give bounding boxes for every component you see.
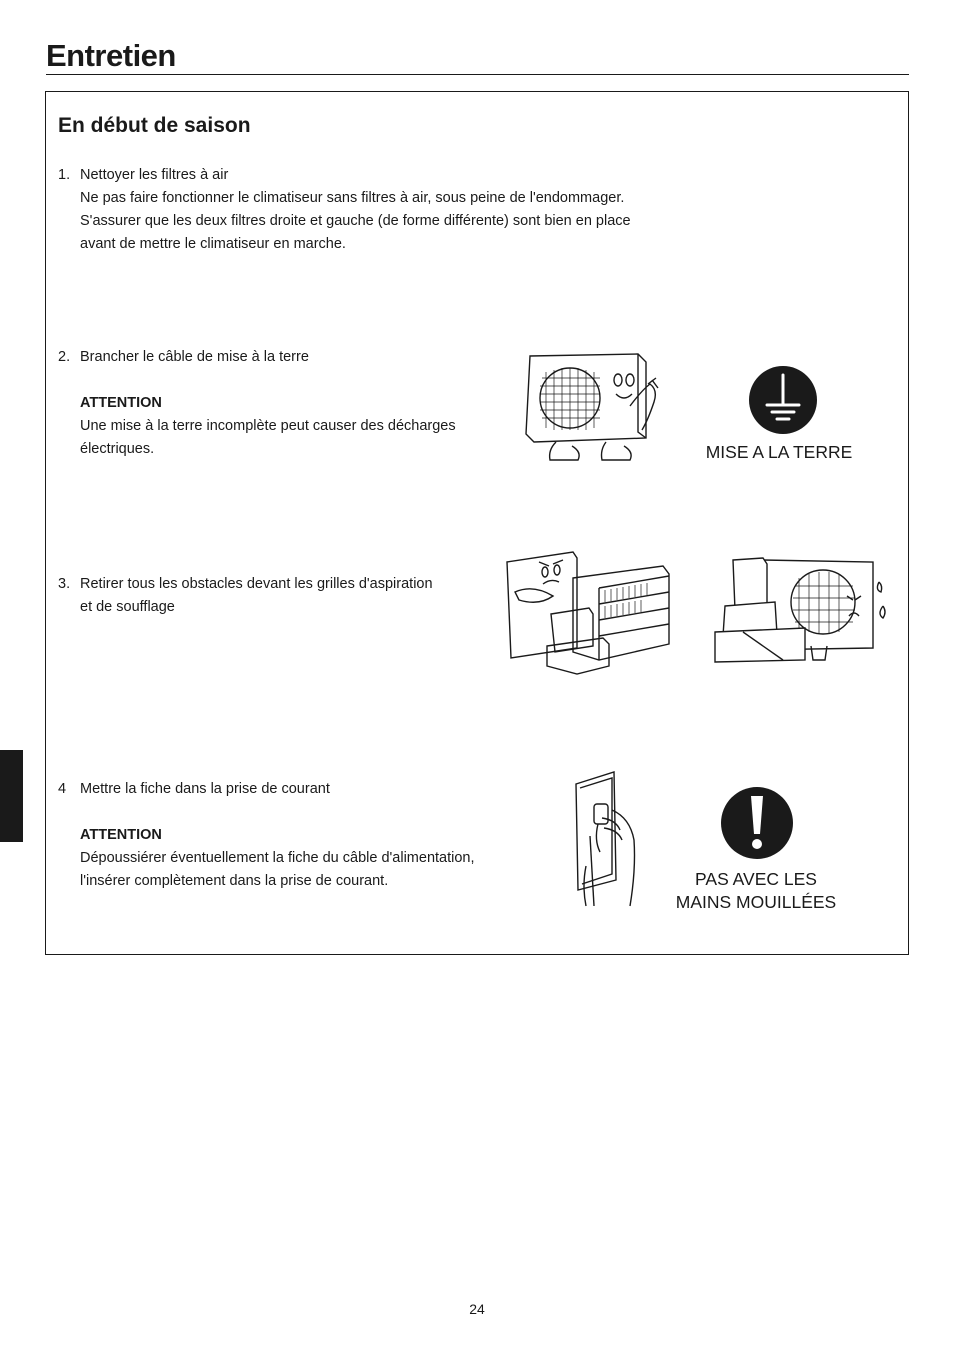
step-text-line: Retirer tous les obstacles devant les grilles d'aspiration	[80, 576, 433, 592]
ac-unit-blocked-by-boxes-illustration	[713, 556, 893, 666]
step-text-line: Ne pas faire fonctionner le climatiseur sans filtres à air, sous peine de l'endommager.	[80, 190, 625, 206]
ac-unit-ground-wire-illustration	[520, 350, 660, 468]
step-text-line: avant de mettre le climatiseur en marche.	[80, 236, 346, 252]
wet-hands-caption	[660, 868, 852, 914]
ground-symbol-icon	[748, 365, 818, 435]
exclamation-icon	[720, 786, 794, 860]
step-number: 4	[58, 781, 67, 797]
section-title: En début de saison	[58, 114, 251, 137]
hand-inserting-plug-illustration	[572, 770, 642, 906]
title-rule	[46, 74, 909, 75]
step-number: 3.	[58, 576, 71, 592]
step-number: 1.	[58, 167, 71, 183]
attention-label: ATTENTION	[80, 395, 162, 411]
step-text-line: et de soufflage	[80, 599, 175, 615]
step-text-line: Dépoussiérer éventuellement la fiche du câble d'alimentation,	[80, 850, 475, 866]
wet-hands-caption-line: MAINS MOUILLÉES	[675, 892, 837, 912]
step-title: Mettre la fiche dans la prise de courant	[80, 781, 330, 797]
step-title: Brancher le câble de mise à la terre	[80, 349, 309, 365]
step-text-line: l'insérer complètement dans la prise de courant.	[80, 873, 389, 889]
chapter-tab	[0, 750, 23, 842]
step-text-line: Une mise à la terre incomplète peut causer des décharges	[80, 418, 456, 434]
attention-label: ATTENTION	[80, 827, 162, 843]
step-title: Nettoyer les filtres à air	[80, 167, 229, 183]
ac-unit-blocked-by-shelf-illustration	[503, 548, 671, 678]
page-number: 24	[469, 1301, 485, 1317]
page-title: Entretien	[46, 38, 176, 73]
wet-hands-caption-line: PAS AVEC LES	[695, 869, 817, 889]
step-number: 2.	[58, 349, 71, 365]
ground-caption: MISE A LA TERRE	[705, 442, 853, 462]
step-text-line: électriques.	[80, 441, 155, 457]
step-text-line: S'assurer que les deux filtres droite et gauche (de forme différente) sont bien en place	[80, 213, 631, 229]
